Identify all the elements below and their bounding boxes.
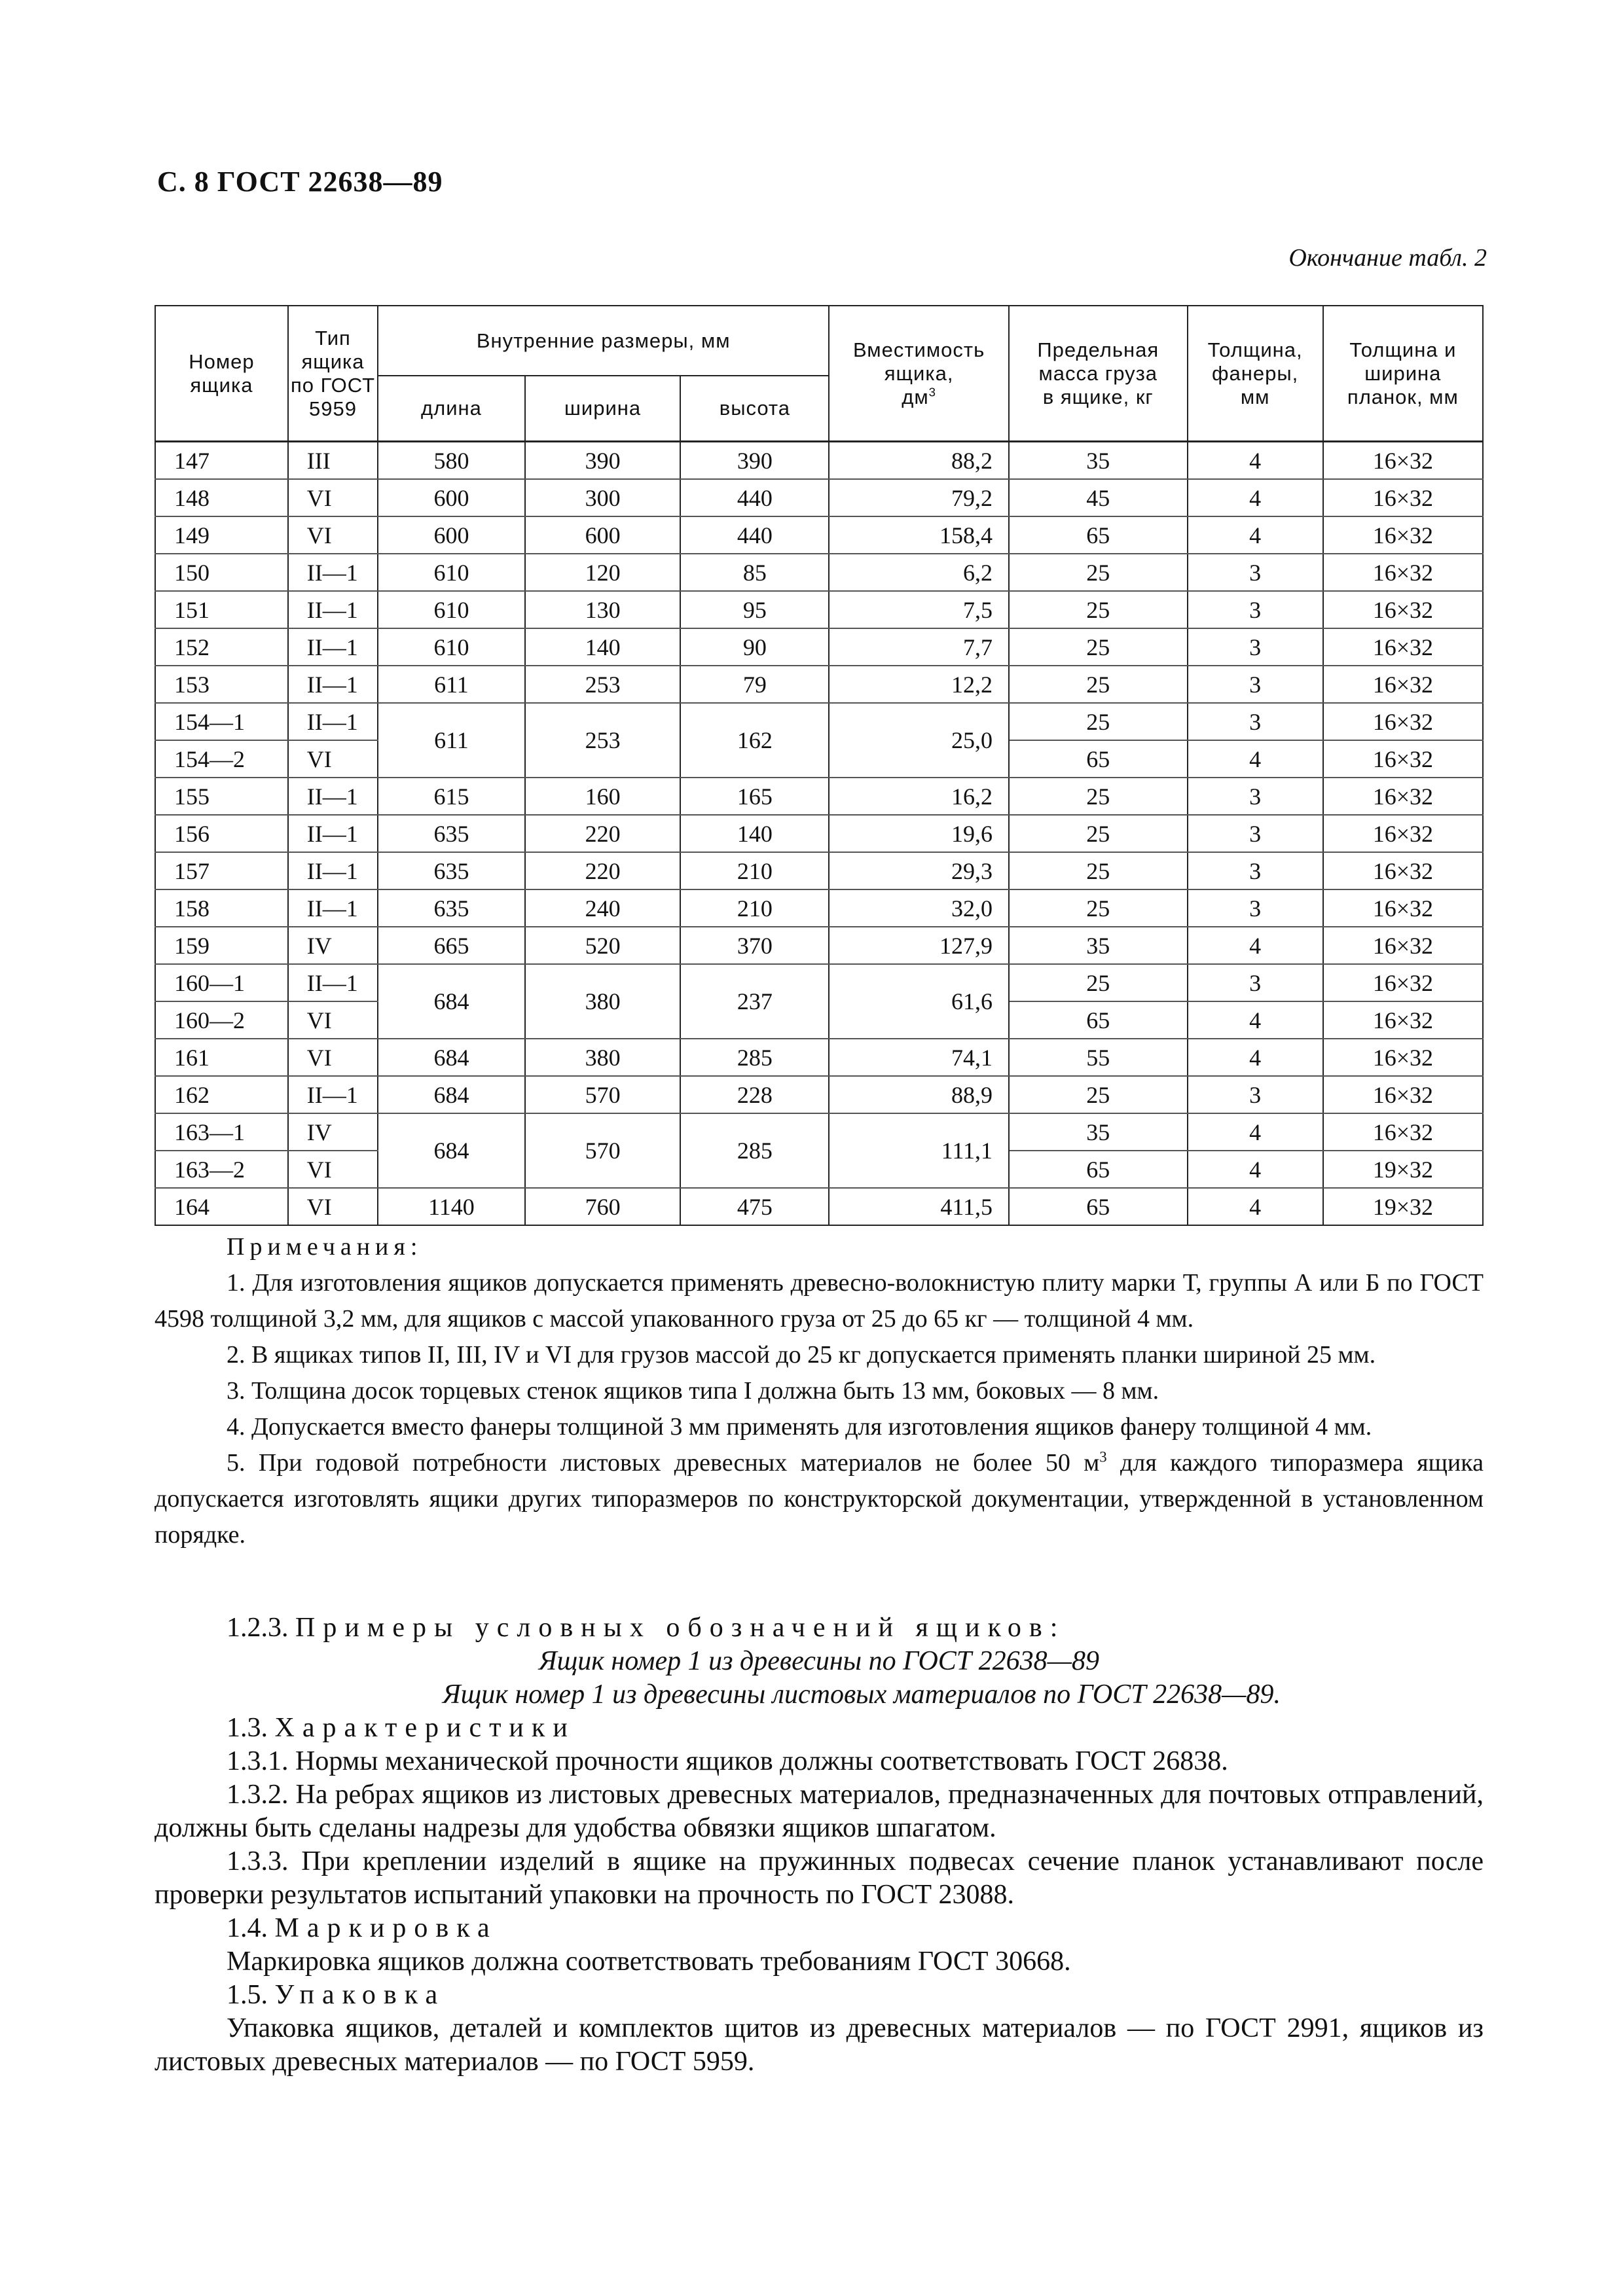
cell-width: 220 [525, 815, 681, 852]
page-header: С. 8 ГОСТ 22638—89 [157, 166, 443, 198]
cell-plywood-thickness: 3 [1188, 666, 1323, 703]
cell-length: 611 [378, 666, 525, 703]
table-row [155, 703, 1483, 740]
cell-max-mass: 25 [1009, 666, 1188, 703]
cell-max-mass: 65 [1009, 1188, 1188, 1225]
header-plywood-thickness: Толщина, фанеры, мм [1188, 306, 1323, 442]
cell-plank-size: 16×32 [1323, 442, 1483, 480]
cell-length: 580 [378, 442, 525, 480]
cell-capacity: 25,0 [829, 703, 1009, 778]
cell-plank-size: 16×32 [1323, 778, 1483, 815]
cell-plywood-thickness: 4 [1188, 1151, 1323, 1188]
note-2: 2. В ящиках типов II, III, IV и VI для грузов массой до 25 кг допускается применять планки шириной 25 мм. [227, 1341, 1376, 1369]
cell-box-number: 160—2 [155, 1001, 288, 1039]
cell-max-mass: 25 [1009, 778, 1188, 815]
cell-plank-size: 16×32 [1323, 628, 1483, 666]
cell-box-type: II—1 [288, 666, 378, 703]
cell-plank-size: 16×32 [1323, 927, 1483, 964]
table-row [155, 1188, 1483, 1225]
cell-capacity: 12,2 [829, 666, 1009, 703]
cell-box-type: VI [288, 740, 378, 778]
cell-box-number: 151 [155, 591, 288, 628]
cell-plank-size: 16×32 [1323, 591, 1483, 628]
table-row [155, 479, 1483, 516]
cell-length: 610 [378, 554, 525, 591]
cell-length: 635 [378, 889, 525, 927]
cell-box-type: II—1 [288, 964, 378, 1001]
cell-length: 684 [378, 964, 525, 1039]
cell-box-number: 154—1 [155, 703, 288, 740]
cell-box-type: II—1 [288, 554, 378, 591]
cell-max-mass: 25 [1009, 852, 1188, 889]
table-row [155, 1076, 1483, 1113]
cell-plank-size: 16×32 [1323, 964, 1483, 1001]
cell-capacity: 88,2 [829, 442, 1009, 480]
cell-box-type: IV [288, 1113, 378, 1151]
header-capacity: Вместимость ящика, $дм^3$ [829, 306, 1009, 442]
cell-width: 760 [525, 1188, 681, 1225]
cell-box-type: II—1 [288, 889, 378, 927]
cell-width: 140 [525, 628, 681, 666]
section-1-5-text: Упаковка ящиков, деталей и комплектов щитов из древесных материалов — по ГОСТ 2991, ящиков из листовых древесных материалов — по ГОСТ 5959. [155, 2013, 1484, 2077]
note-4: 4. Допускается вместо фанеры толщиной 3 мм применять для изготовления ящиков фанеру толщиной 4 мм. [227, 1413, 1372, 1441]
cell-box-type: VI [288, 1039, 378, 1076]
table-row [155, 554, 1483, 591]
cell-plywood-thickness: 3 [1188, 554, 1323, 591]
cell-height: 475 [680, 1188, 829, 1225]
cell-height: 228 [680, 1076, 829, 1113]
cell-width: 600 [525, 516, 681, 554]
cell-height: 210 [680, 852, 829, 889]
note-5: 5. При годовой потребности листовых древесных материалов не более 50 $м^3$ для каждого типоразмера ящика допускается изготовлять ящики других типоразмеров по конструкторской документации, утвержденной в установленном порядке. [155, 1448, 1484, 1549]
cell-capacity: 19,6 [829, 815, 1009, 852]
cell-box-type: VI [288, 516, 378, 554]
cell-plywood-thickness: 4 [1188, 1113, 1323, 1151]
cell-box-number: 162 [155, 1076, 288, 1113]
section-1-3-2: 1.3.2. На ребрах ящиков из листовых древесных материалов, предназначенных для почтовых отправлений, должны быть сделаны надрезы для удобства обвязки ящиков шпагатом. [155, 1780, 1484, 1843]
cell-max-mass: 65 [1009, 516, 1188, 554]
cell-box-type: II—1 [288, 591, 378, 628]
cell-box-number: 148 [155, 479, 288, 516]
section-1-4: 1.4. Маркировка [227, 1913, 498, 1943]
cell-box-type: II—1 [288, 815, 378, 852]
cell-length: 684 [378, 1039, 525, 1076]
cell-width: 380 [525, 1039, 681, 1076]
table-row [155, 516, 1483, 554]
cell-width: 300 [525, 479, 681, 516]
header-length: длина [378, 376, 525, 442]
cell-box-number: 150 [155, 554, 288, 591]
cell-length: 610 [378, 591, 525, 628]
cell-width: 160 [525, 778, 681, 815]
cell-plywood-thickness: 4 [1188, 740, 1323, 778]
cell-height: 370 [680, 927, 829, 964]
example-designation-2: Ящик номер 1 из древесины листовых материалов по ГОСТ 22638—89. [443, 1679, 1281, 1710]
cell-box-number: 149 [155, 516, 288, 554]
table-row [155, 628, 1483, 666]
header-height: высота [680, 376, 829, 442]
cell-plank-size: 16×32 [1323, 1039, 1483, 1076]
cell-height: 140 [680, 815, 829, 852]
cell-plank-size: 16×32 [1323, 815, 1483, 852]
notes-title: Примечания: [227, 1233, 423, 1261]
cell-length: 600 [378, 516, 525, 554]
cell-width: 120 [525, 554, 681, 591]
cell-plank-size: 16×32 [1323, 703, 1483, 740]
cell-box-type: VI [288, 479, 378, 516]
cell-plywood-thickness: 3 [1188, 591, 1323, 628]
cell-height: 440 [680, 516, 829, 554]
cell-width: 520 [525, 927, 681, 964]
cell-box-type: II—1 [288, 852, 378, 889]
table-row [155, 1113, 1483, 1151]
cell-height: 210 [680, 889, 829, 927]
table-row [155, 889, 1483, 927]
cell-plywood-thickness: 3 [1188, 815, 1323, 852]
section-1-5: 1.5. Упаковка [227, 1980, 446, 2010]
cell-plank-size: 16×32 [1323, 740, 1483, 778]
header-plank-size: Толщина и ширина планок, мм [1323, 306, 1483, 442]
header-inner-dimensions: Внутренние размеры, мм [378, 306, 829, 376]
cell-plywood-thickness: 3 [1188, 964, 1323, 1001]
table-row [155, 815, 1483, 852]
cell-plywood-thickness: 4 [1188, 1039, 1323, 1076]
cell-plank-size: 16×32 [1323, 852, 1483, 889]
table-row [155, 591, 1483, 628]
cell-plank-size: 16×32 [1323, 479, 1483, 516]
cell-length: 665 [378, 927, 525, 964]
notes-section [155, 1229, 1484, 1553]
cell-width: 570 [525, 1076, 681, 1113]
note-3: 3. Толщина досок торцевых стенок ящиков типа I должна быть 13 мм, боковых — 8 мм. [227, 1377, 1159, 1405]
cell-capacity: 6,2 [829, 554, 1009, 591]
cell-max-mass: 35 [1009, 1113, 1188, 1151]
cell-capacity: 127,9 [829, 927, 1009, 964]
cell-plywood-thickness: 3 [1188, 889, 1323, 927]
cell-length: 615 [378, 778, 525, 815]
cell-box-number: 163—2 [155, 1151, 288, 1188]
section-1-3-3: 1.3.3. При креплении изделий в ящике на пружинных подвесах сечение планок устанавливают после проверки результатов испытаний упаковки на прочность по ГОСТ 23088. [155, 1846, 1484, 1910]
cell-plywood-thickness: 4 [1188, 927, 1323, 964]
cell-length: 611 [378, 703, 525, 778]
cell-width: 570 [525, 1113, 681, 1188]
cell-box-type: II—1 [288, 1076, 378, 1113]
cell-box-number: 158 [155, 889, 288, 927]
section-1-3-1: 1.3.1. Нормы механической прочности ящиков должны соответствовать ГОСТ 26838. [227, 1746, 1228, 1776]
cell-plank-size: 16×32 [1323, 554, 1483, 591]
cell-width: 130 [525, 591, 681, 628]
cell-plank-size: 16×32 [1323, 516, 1483, 554]
cell-capacity: 32,0 [829, 889, 1009, 927]
cell-box-number: 156 [155, 815, 288, 852]
cell-width: 220 [525, 852, 681, 889]
cell-height: 95 [680, 591, 829, 628]
cell-plank-size: 16×32 [1323, 889, 1483, 927]
cell-plank-size: 19×32 [1323, 1151, 1483, 1188]
cell-box-type: II—1 [288, 703, 378, 740]
cell-width: 253 [525, 666, 681, 703]
cell-plywood-thickness: 3 [1188, 628, 1323, 666]
cell-capacity: 7,5 [829, 591, 1009, 628]
cell-max-mass: 25 [1009, 815, 1188, 852]
table-row [155, 442, 1483, 480]
cell-plank-size: 19×32 [1323, 1188, 1483, 1225]
section-1-4-text: Маркировка ящиков должна соответствовать требованиям ГОСТ 30668. [227, 1946, 1071, 1977]
cell-max-mass: 25 [1009, 964, 1188, 1001]
cell-height: 165 [680, 778, 829, 815]
cell-length: 684 [378, 1076, 525, 1113]
cell-plywood-thickness: 4 [1188, 516, 1323, 554]
cell-box-number: 160—1 [155, 964, 288, 1001]
cell-box-number: 161 [155, 1039, 288, 1076]
cell-plywood-thickness: 4 [1188, 479, 1323, 516]
header-box-number: Номер ящика [155, 306, 288, 442]
cell-box-type: IV [288, 927, 378, 964]
cell-plank-size: 16×32 [1323, 1113, 1483, 1151]
table-row [155, 1039, 1483, 1076]
cell-width: 253 [525, 703, 681, 778]
cell-length: 635 [378, 852, 525, 889]
cell-capacity: 61,6 [829, 964, 1009, 1039]
cell-box-type: VI [288, 1001, 378, 1039]
cell-capacity: 79,2 [829, 479, 1009, 516]
cell-max-mass: 65 [1009, 740, 1188, 778]
cell-length: 1140 [378, 1188, 525, 1225]
section-1-2-3: 1.2.3. Примеры условных обозначений ящиков: [227, 1613, 1066, 1643]
cell-capacity: 111,1 [829, 1113, 1009, 1188]
cell-plywood-thickness: 4 [1188, 442, 1323, 480]
cell-max-mass: 35 [1009, 442, 1188, 480]
cell-max-mass: 25 [1009, 628, 1188, 666]
cell-capacity: 158,4 [829, 516, 1009, 554]
cell-length: 610 [378, 628, 525, 666]
cell-plank-size: 16×32 [1323, 1076, 1483, 1113]
cell-max-mass: 55 [1009, 1039, 1188, 1076]
cell-width: 390 [525, 442, 681, 480]
cell-height: 90 [680, 628, 829, 666]
cell-max-mass: 25 [1009, 554, 1188, 591]
cell-max-mass: 25 [1009, 889, 1188, 927]
box-dimensions-table [155, 305, 1484, 1226]
cell-plywood-thickness: 4 [1188, 1188, 1323, 1225]
cell-width: 380 [525, 964, 681, 1039]
cell-max-mass: 25 [1009, 591, 1188, 628]
cell-box-number: 159 [155, 927, 288, 964]
cell-plywood-thickness: 3 [1188, 852, 1323, 889]
table-header [155, 306, 1483, 442]
cell-height: 162 [680, 703, 829, 778]
cell-plank-size: 16×32 [1323, 1001, 1483, 1039]
cell-box-number: 164 [155, 1188, 288, 1225]
cell-plywood-thickness: 3 [1188, 1076, 1323, 1113]
table-row [155, 666, 1483, 703]
cell-capacity: 16,2 [829, 778, 1009, 815]
cell-height: 85 [680, 554, 829, 591]
cell-max-mass: 25 [1009, 1076, 1188, 1113]
cell-length: 600 [378, 479, 525, 516]
cell-box-number: 154—2 [155, 740, 288, 778]
cell-capacity: 411,5 [829, 1188, 1009, 1225]
cell-box-type: III [288, 442, 378, 480]
cell-box-number: 163—1 [155, 1113, 288, 1151]
cell-height: 440 [680, 479, 829, 516]
cell-length: 635 [378, 815, 525, 852]
cell-box-number: 153 [155, 666, 288, 703]
header-width: ширина [525, 376, 681, 442]
cell-box-number: 155 [155, 778, 288, 815]
cell-plywood-thickness: 3 [1188, 703, 1323, 740]
cell-max-mass: 45 [1009, 479, 1188, 516]
cell-box-type: VI [288, 1151, 378, 1188]
cell-height: 285 [680, 1113, 829, 1188]
cell-capacity: 29,3 [829, 852, 1009, 889]
cell-plank-size: 16×32 [1323, 666, 1483, 703]
cell-capacity: 7,7 [829, 628, 1009, 666]
cell-box-number: 157 [155, 852, 288, 889]
header-max-mass: Предельная масса груза в ящике, кг [1009, 306, 1188, 442]
table-row [155, 964, 1483, 1001]
cell-height: 285 [680, 1039, 829, 1076]
cell-height: 390 [680, 442, 829, 480]
example-designation-1: Ящик номер 1 из древесины по ГОСТ 22638—89 [538, 1646, 1100, 1676]
cell-max-mass: 65 [1009, 1001, 1188, 1039]
cell-box-type: II—1 [288, 778, 378, 815]
cell-capacity: 74,1 [829, 1039, 1009, 1076]
section-1-3: 1.3. Характеристики [227, 1713, 575, 1743]
cell-box-type: VI [288, 1188, 378, 1225]
table-row [155, 852, 1483, 889]
cell-box-number: 147 [155, 442, 288, 480]
table-body [155, 442, 1483, 1226]
cell-max-mass: 25 [1009, 703, 1188, 740]
note-1: 1. Для изготовления ящиков допускается применять древесно-волокнистую плиту марки Т, группы А или Б по ГОСТ 4598 толщиной 3,2 мм, для ящиков с массой упакованного груза от 25 до 65 кг — толщиной 4 мм. [155, 1269, 1484, 1333]
table-row [155, 927, 1483, 964]
cell-max-mass: 35 [1009, 927, 1188, 964]
cell-plywood-thickness: 4 [1188, 1001, 1323, 1039]
header-box-type: Тип ящика по ГОСТ 5959 [288, 306, 378, 442]
cell-plywood-thickness: 3 [1188, 778, 1323, 815]
cell-length: 684 [378, 1113, 525, 1188]
table-continuation-label: Окончание табл. 2 [1288, 244, 1487, 272]
cell-height: 79 [680, 666, 829, 703]
cell-box-number: 152 [155, 628, 288, 666]
cell-box-type: II—1 [288, 628, 378, 666]
cell-max-mass: 65 [1009, 1151, 1188, 1188]
table-row [155, 778, 1483, 815]
cell-height: 237 [680, 964, 829, 1039]
body-text [155, 1611, 1484, 2079]
cell-width: 240 [525, 889, 681, 927]
cell-capacity: 88,9 [829, 1076, 1009, 1113]
